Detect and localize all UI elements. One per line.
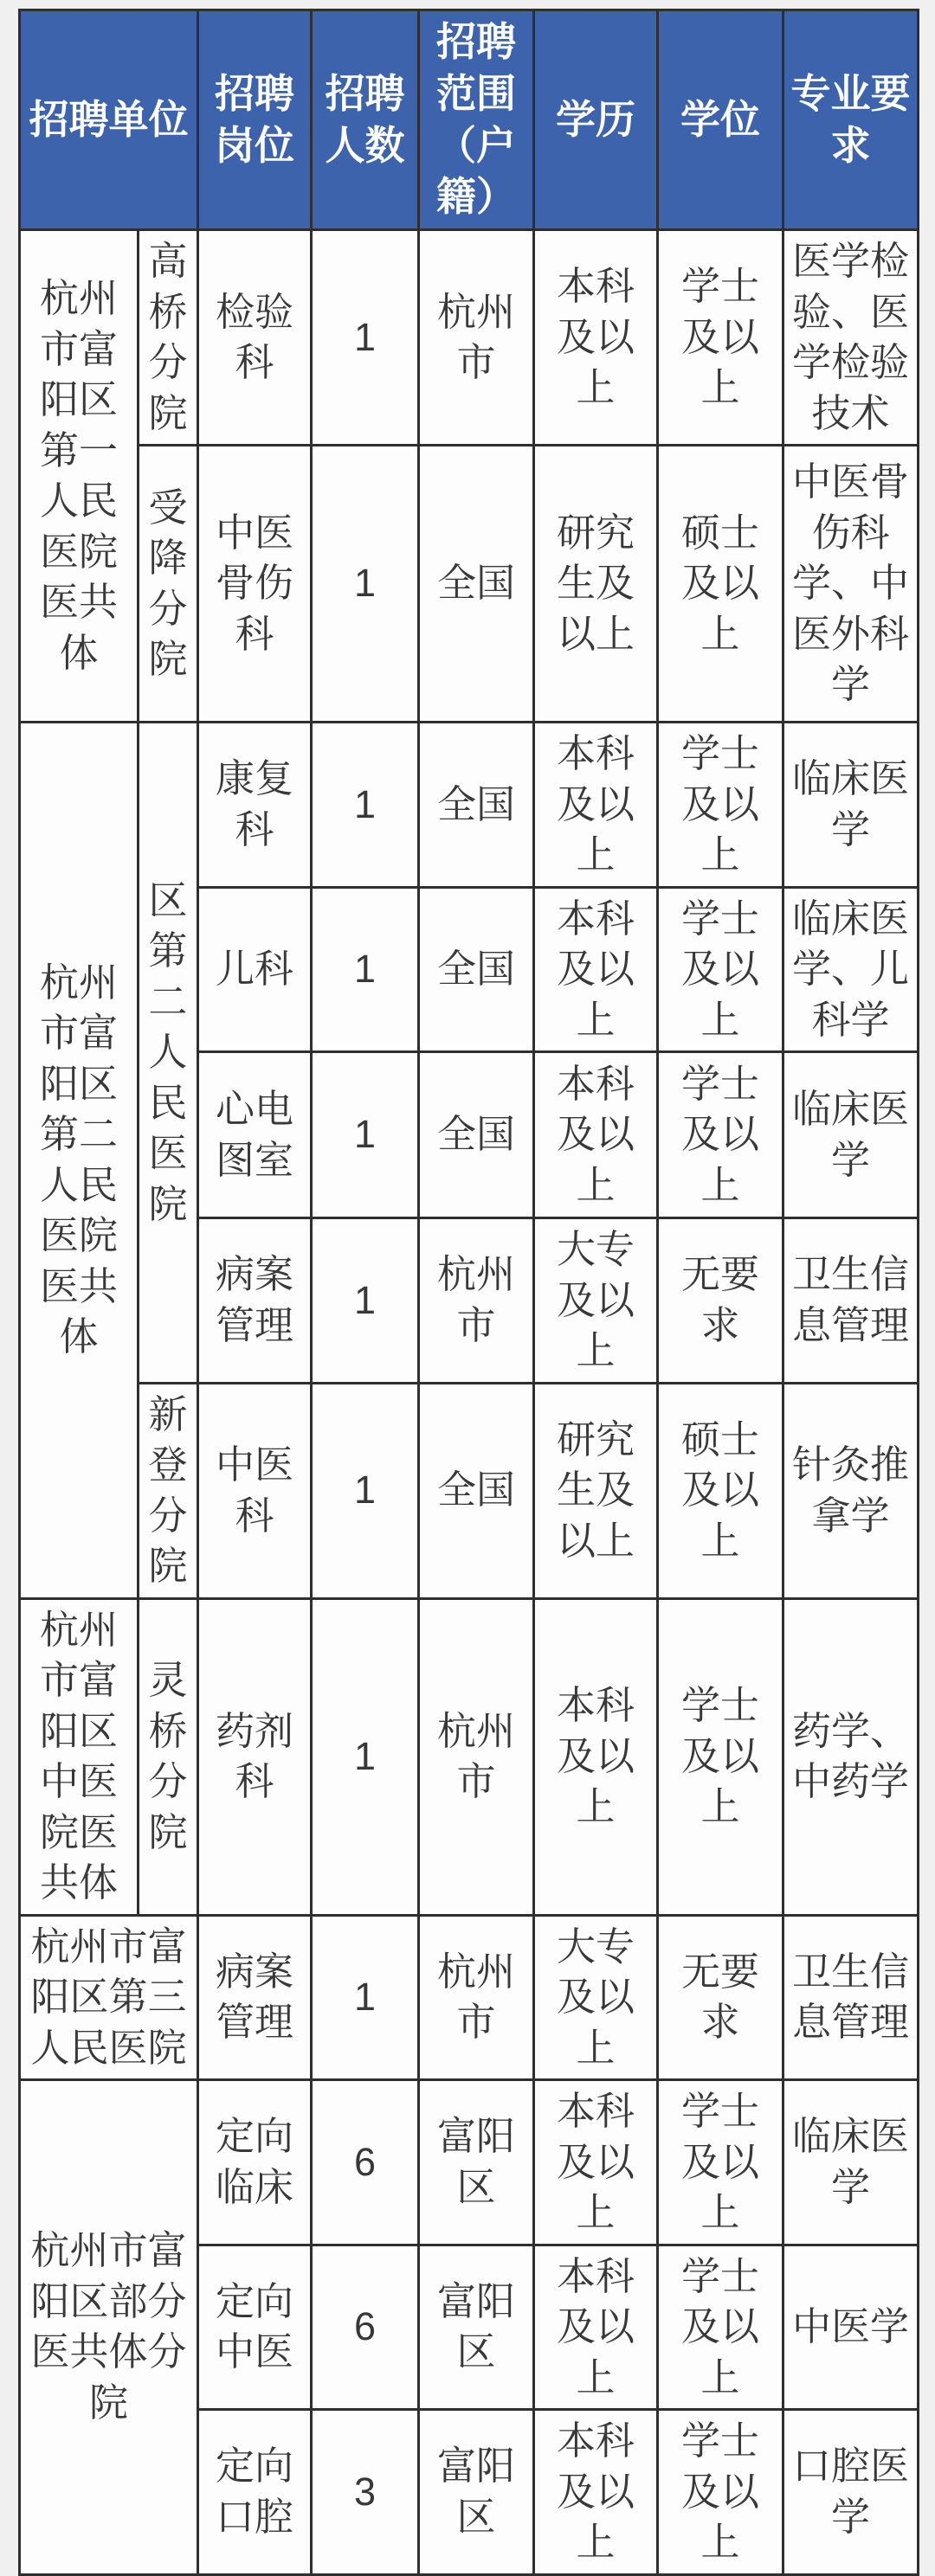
- cell-degree: 无要求: [658, 1915, 783, 2080]
- cell-scope: 富阳区: [419, 2245, 534, 2410]
- cell-major: 临床医学: [783, 2080, 919, 2245]
- cell-degree: 学士及以上: [658, 723, 783, 888]
- cell-position: 中医科: [198, 1383, 312, 1598]
- cell-scope: 全国: [419, 1383, 534, 1598]
- cell-degree: 学士及以上: [658, 2410, 783, 2575]
- cell-education: 大专及以上: [534, 1218, 658, 1384]
- cell-count: 1: [312, 1915, 419, 2080]
- cell-education: 大专及以上: [534, 1915, 658, 2080]
- cell-count: 1: [312, 446, 419, 723]
- cell-position: 康复科: [198, 723, 312, 888]
- cell-major: 药学、中药学: [783, 1598, 919, 1915]
- table-row: [20, 2080, 919, 2245]
- cell-unit: 杭州市富阳区第二人民医院医共体: [20, 723, 139, 1599]
- cell-major: 临床医学: [783, 723, 919, 888]
- cell-position: 病案管理: [198, 1915, 312, 2080]
- cell-major: 医学检验、医学检验技术: [783, 230, 919, 446]
- cell-major: 中医学: [783, 2245, 919, 2410]
- cell-scope: 全国: [419, 1052, 534, 1218]
- cell-count: 1: [312, 887, 419, 1052]
- table-row: [20, 230, 919, 446]
- cell-scope: 全国: [419, 723, 534, 888]
- cell-count: 6: [312, 2245, 419, 2410]
- cell-scope: 杭州市: [419, 1598, 534, 1915]
- cell-scope: 富阳区: [419, 2080, 534, 2245]
- header-education: 学历: [534, 10, 658, 230]
- table-row: [20, 1915, 919, 2080]
- cell-count: 1: [312, 230, 419, 446]
- cell-education: 本科及以上: [534, 2410, 658, 2575]
- cell-major: 中医骨伤科学、中医外科学: [783, 446, 919, 723]
- table-row: [20, 1383, 919, 1598]
- cell-position: 药剂科: [198, 1598, 312, 1915]
- header-position: 招聘岗位: [198, 10, 312, 230]
- cell-position: 定向临床: [198, 2080, 312, 2245]
- cell-degree: 学士及以上: [658, 1598, 783, 1915]
- cell-major: 卫生信息管理: [783, 1915, 919, 2080]
- cell-scope: 杭州市: [419, 1915, 534, 2080]
- header-degree: 学位: [658, 10, 783, 230]
- cell-unit: 杭州市富阳区中医院医共体: [20, 1598, 139, 1915]
- cell-scope: 富阳区: [419, 2410, 534, 2575]
- cell-major: 临床医学、儿科学: [783, 887, 919, 1052]
- cell-count: 1: [312, 723, 419, 888]
- cell-degree: 硕士及以上: [658, 446, 783, 723]
- cell-unit: 杭州市富阳区部分医共体分院: [20, 2080, 198, 2575]
- table-row: [20, 723, 919, 888]
- cell-unit: 杭州市富阳区第一人民医院医共体: [20, 230, 139, 723]
- cell-scope: 全国: [419, 446, 534, 723]
- cell-position: 病案管理: [198, 1218, 312, 1384]
- cell-branch: 高桥分院: [139, 230, 198, 446]
- cell-major: 口腔医学: [783, 2410, 919, 2575]
- cell-branch: 受降分院: [139, 446, 198, 723]
- cell-education: 本科及以上: [534, 1052, 658, 1218]
- cell-degree: 学士及以上: [658, 1052, 783, 1218]
- cell-degree: 硕士及以上: [658, 1383, 783, 1598]
- cell-unit: 杭州市富阳区第三人民医院: [20, 1915, 198, 2080]
- cell-major: 临床医学: [783, 1052, 919, 1218]
- cell-major: 卫生信息管理: [783, 1218, 919, 1384]
- cell-degree: 学士及以上: [658, 2245, 783, 2410]
- cell-count: 1: [312, 1052, 419, 1218]
- header-major: 专业要求: [783, 10, 919, 230]
- cell-scope: 杭州市: [419, 1218, 534, 1384]
- cell-education: 本科及以上: [534, 1598, 658, 1915]
- table-row: [20, 446, 919, 723]
- cell-count: 1: [312, 1218, 419, 1384]
- recruitment-table: [18, 9, 919, 2576]
- cell-count: 1: [312, 1383, 419, 1598]
- cell-education: 本科及以上: [534, 887, 658, 1052]
- cell-degree: 学士及以上: [658, 887, 783, 1052]
- cell-position: 心电图室: [198, 1052, 312, 1218]
- header-unit: 招聘单位: [20, 10, 198, 230]
- header-scope: 招聘范围（户籍）: [419, 10, 534, 230]
- cell-degree: 学士及以上: [658, 2080, 783, 2245]
- cell-count: 6: [312, 2080, 419, 2245]
- table-row: [20, 1598, 919, 1915]
- cell-branch: 灵桥分院: [139, 1598, 198, 1915]
- cell-branch: 区第二人民医院: [139, 723, 198, 1384]
- cell-education: 研究生及以上: [534, 1383, 658, 1598]
- cell-position: 检验科: [198, 230, 312, 446]
- cell-degree: 学士及以上: [658, 230, 783, 446]
- cell-education: 研究生及以上: [534, 446, 658, 723]
- cell-position: 定向中医: [198, 2245, 312, 2410]
- cell-branch: 新登分院: [139, 1383, 198, 1598]
- cell-position: 中医骨伤科: [198, 446, 312, 723]
- cell-education: 本科及以上: [534, 723, 658, 888]
- table-header-row: [20, 10, 919, 230]
- header-count: 招聘人数: [312, 10, 419, 230]
- cell-position: 定向口腔: [198, 2410, 312, 2575]
- cell-major: 针灸推拿学: [783, 1383, 919, 1598]
- cell-count: 1: [312, 1598, 419, 1915]
- cell-position: 儿科: [198, 887, 312, 1052]
- cell-count: 3: [312, 2410, 419, 2575]
- cell-scope: 全国: [419, 887, 534, 1052]
- cell-degree: 无要求: [658, 1218, 783, 1384]
- cell-education: 本科及以上: [534, 230, 658, 446]
- cell-scope: 杭州市: [419, 230, 534, 446]
- cell-education: 本科及以上: [534, 2245, 658, 2410]
- cell-education: 本科及以上: [534, 2080, 658, 2245]
